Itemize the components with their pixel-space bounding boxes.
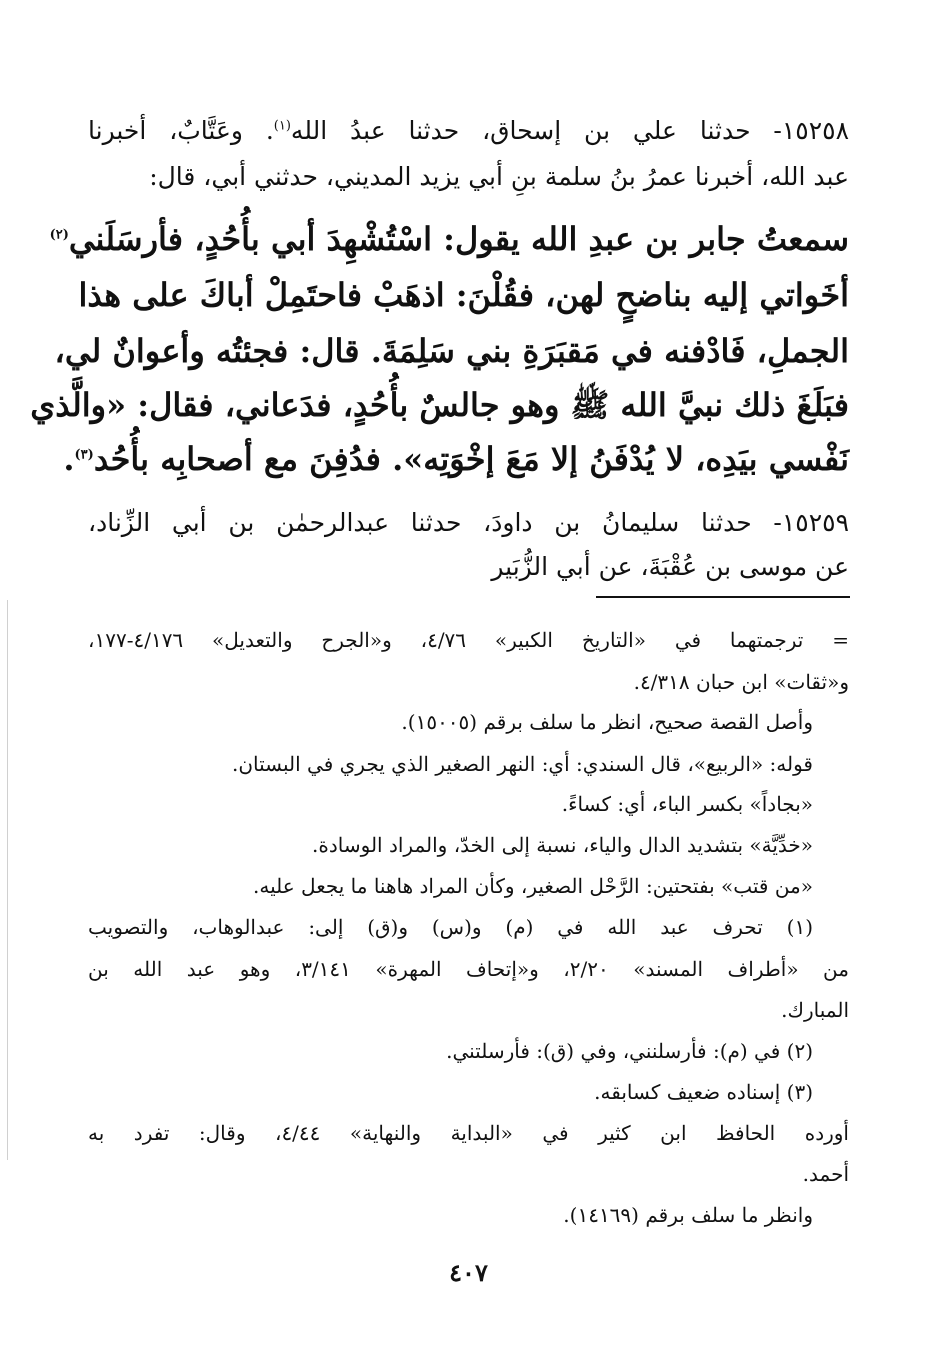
matn-text: .: [63, 440, 75, 478]
footnote-separator: [596, 596, 850, 598]
matn-line-2: أخَواتي إليه بناضحٍ لهن، فقُلْنَ: اذهَبْ فاحتَمِلْ أباكَ على هذا: [78, 276, 849, 314]
matn-line-5: [63, 440, 849, 478]
footnote-line: «من قتب» بفتحتين: الرَّحْل الصغير، وكأن المراد هاهنا ما يجعل عليه.: [253, 874, 813, 898]
footnote-line: «خدِّيَّة» بتشديد الدال والياء، نسبة إلى الخدّ، والمراد الوسادة.: [312, 833, 813, 857]
footnote-ref-3: (٣): [74, 447, 94, 463]
footnote-line: وأصل القصة صحيح، انظر ما سلف برقم (١٥٠٠٥).: [401, 710, 813, 734]
footnote-line: و«ثقات» ابن حبان ٤/٣١٨.: [633, 670, 849, 694]
hadith-15259-line-1: ١٥٢٥٩- حدثنا سليمانُ بن داودَ، حدثنا عبدالرحمٰن بن أبي الزِّناد،: [88, 508, 849, 537]
matn-text: سمعتُ جابر بن عبدِ الله يقول: اسْتُشْهِدَ أبي بأُحُدٍ، فأرسَلَني: [68, 220, 849, 258]
hadith-15259-line-2: عن موسى بن عُقْبَةَ، عن أبي الزُّبَير: [491, 552, 849, 581]
footnote-2: (٢) في (م): فأرسلنني، وفي (ق): فأرسلتني.: [446, 1039, 813, 1063]
matn-line-4: فبَلَغَ ذلك نبيَّ الله ﷺ وهو جالسٌ بأُحُدٍ، فدَعاني، فقال: «والَّذي: [30, 386, 849, 424]
footnote-line: المبارك.: [781, 998, 849, 1022]
hadith-15258-line-1: [88, 116, 849, 145]
footnote-ref-1: (١): [273, 118, 291, 134]
footnote-line: قوله: «الربيع»، قال السندي: أي: النهر الصغير الذي يجري في البستان.: [232, 752, 813, 776]
hadith-15258-line-2: عبد الله، أخبرنا عمرُ بنُ سلمة بنِ أبي يزيد المديني، حدثني أبي، قال:: [149, 162, 849, 191]
footnote-1: (١) تحرف عبد الله في (م) و(س) و(ق) إلى: عبدالوهاب، والتصويب: [88, 915, 813, 939]
footnote-line: «بجاداً» بكسر الباء، أي: كساءً.: [561, 792, 813, 816]
matn-line-3: الجملِ، فَادْفنه في مَقبَرَةِ بني سَلِمَةَ. قال: فجئتُه وأعوانٌ لي،: [54, 332, 849, 370]
hadith-text: ١٥٢٥٨- حدثنا علي بن إسحاق، حدثنا عبدُ الله: [290, 116, 849, 145]
footnote-line: = ترجمتهما في «التاريخ الكبير» ٤/٧٦، و«الجرح والتعديل» ٤/١٧٦-١٧٧،: [88, 628, 849, 652]
footnote-line: أحمد.: [802, 1162, 849, 1186]
footnote-line: وانظر ما سلف برقم (١٤١٦٩).: [563, 1203, 813, 1227]
matn-line-1: [49, 220, 849, 258]
page-number: ٤٠٧: [449, 1258, 488, 1287]
footnote-3: (٣) إسناده ضعيف كسابقه.: [594, 1080, 813, 1104]
footnote-line: أورده الحافظ ابن كثير في «البداية والنهاية» ٤/٤٤، وقال: تفرد به: [88, 1121, 849, 1145]
footnote-ref-2: (٢): [49, 227, 69, 243]
footnote-line: من «أطراف المسند» ٢/٢٠، و«إتحاف المهرة» ٣/١٤١، وهو عبد الله بن: [88, 957, 849, 981]
hadith-text: . وعَتَّابٌ، أخبرنا: [88, 116, 274, 145]
margin-line: [7, 600, 8, 1160]
matn-text: نَفْسي بيَدِه، لا يُدْفَنُ إلا مَعَ إخْوَتِه». فدُفِنَ مع أصحابِه بأُحُد: [93, 440, 849, 478]
